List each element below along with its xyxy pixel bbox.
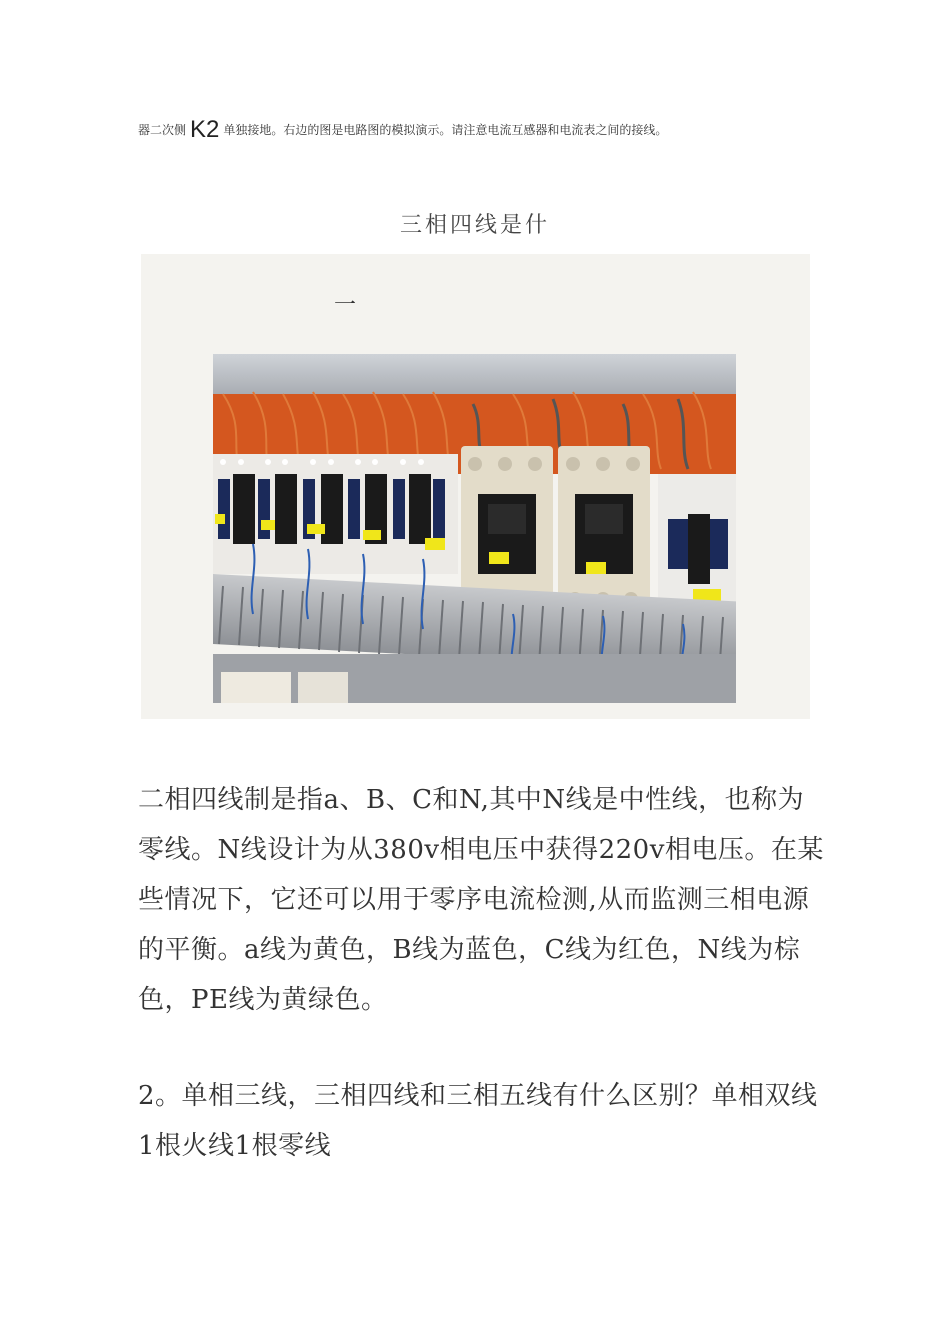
k2-label: K2	[190, 116, 220, 143]
intro-text-before: 器二次侧	[138, 123, 187, 137]
section-title: 三相四线是什	[399, 213, 550, 238]
figure-panel	[141, 254, 810, 719]
electrical-panel-photo	[213, 354, 736, 703]
figure-dash-mark: 一	[334, 293, 357, 318]
paragraph-three-phase-four-wire: 二相四线制是指a、B、C和N,其中N线是中性线，也称为零线。N线设计为从380v相电压中获得220v相电压。在某些情况下，它还可以用于零序电流检测,从而监测三相电源的平衡。a线为黄色，B线为蓝色，C线为红色，N线为棕色，PE线为黄绿色。	[138, 785, 824, 1015]
paragraph-wire-comparison: 2。单相三线，三相四线和三相五线有什么区别？单相双线1根火线1根零线	[138, 1081, 818, 1161]
intro-text-line	[138, 116, 838, 144]
intro-text-after: 单独接地。右边的图是电路图的模拟演示。请注意电流互感器和电流表之间的接线。	[223, 123, 668, 137]
